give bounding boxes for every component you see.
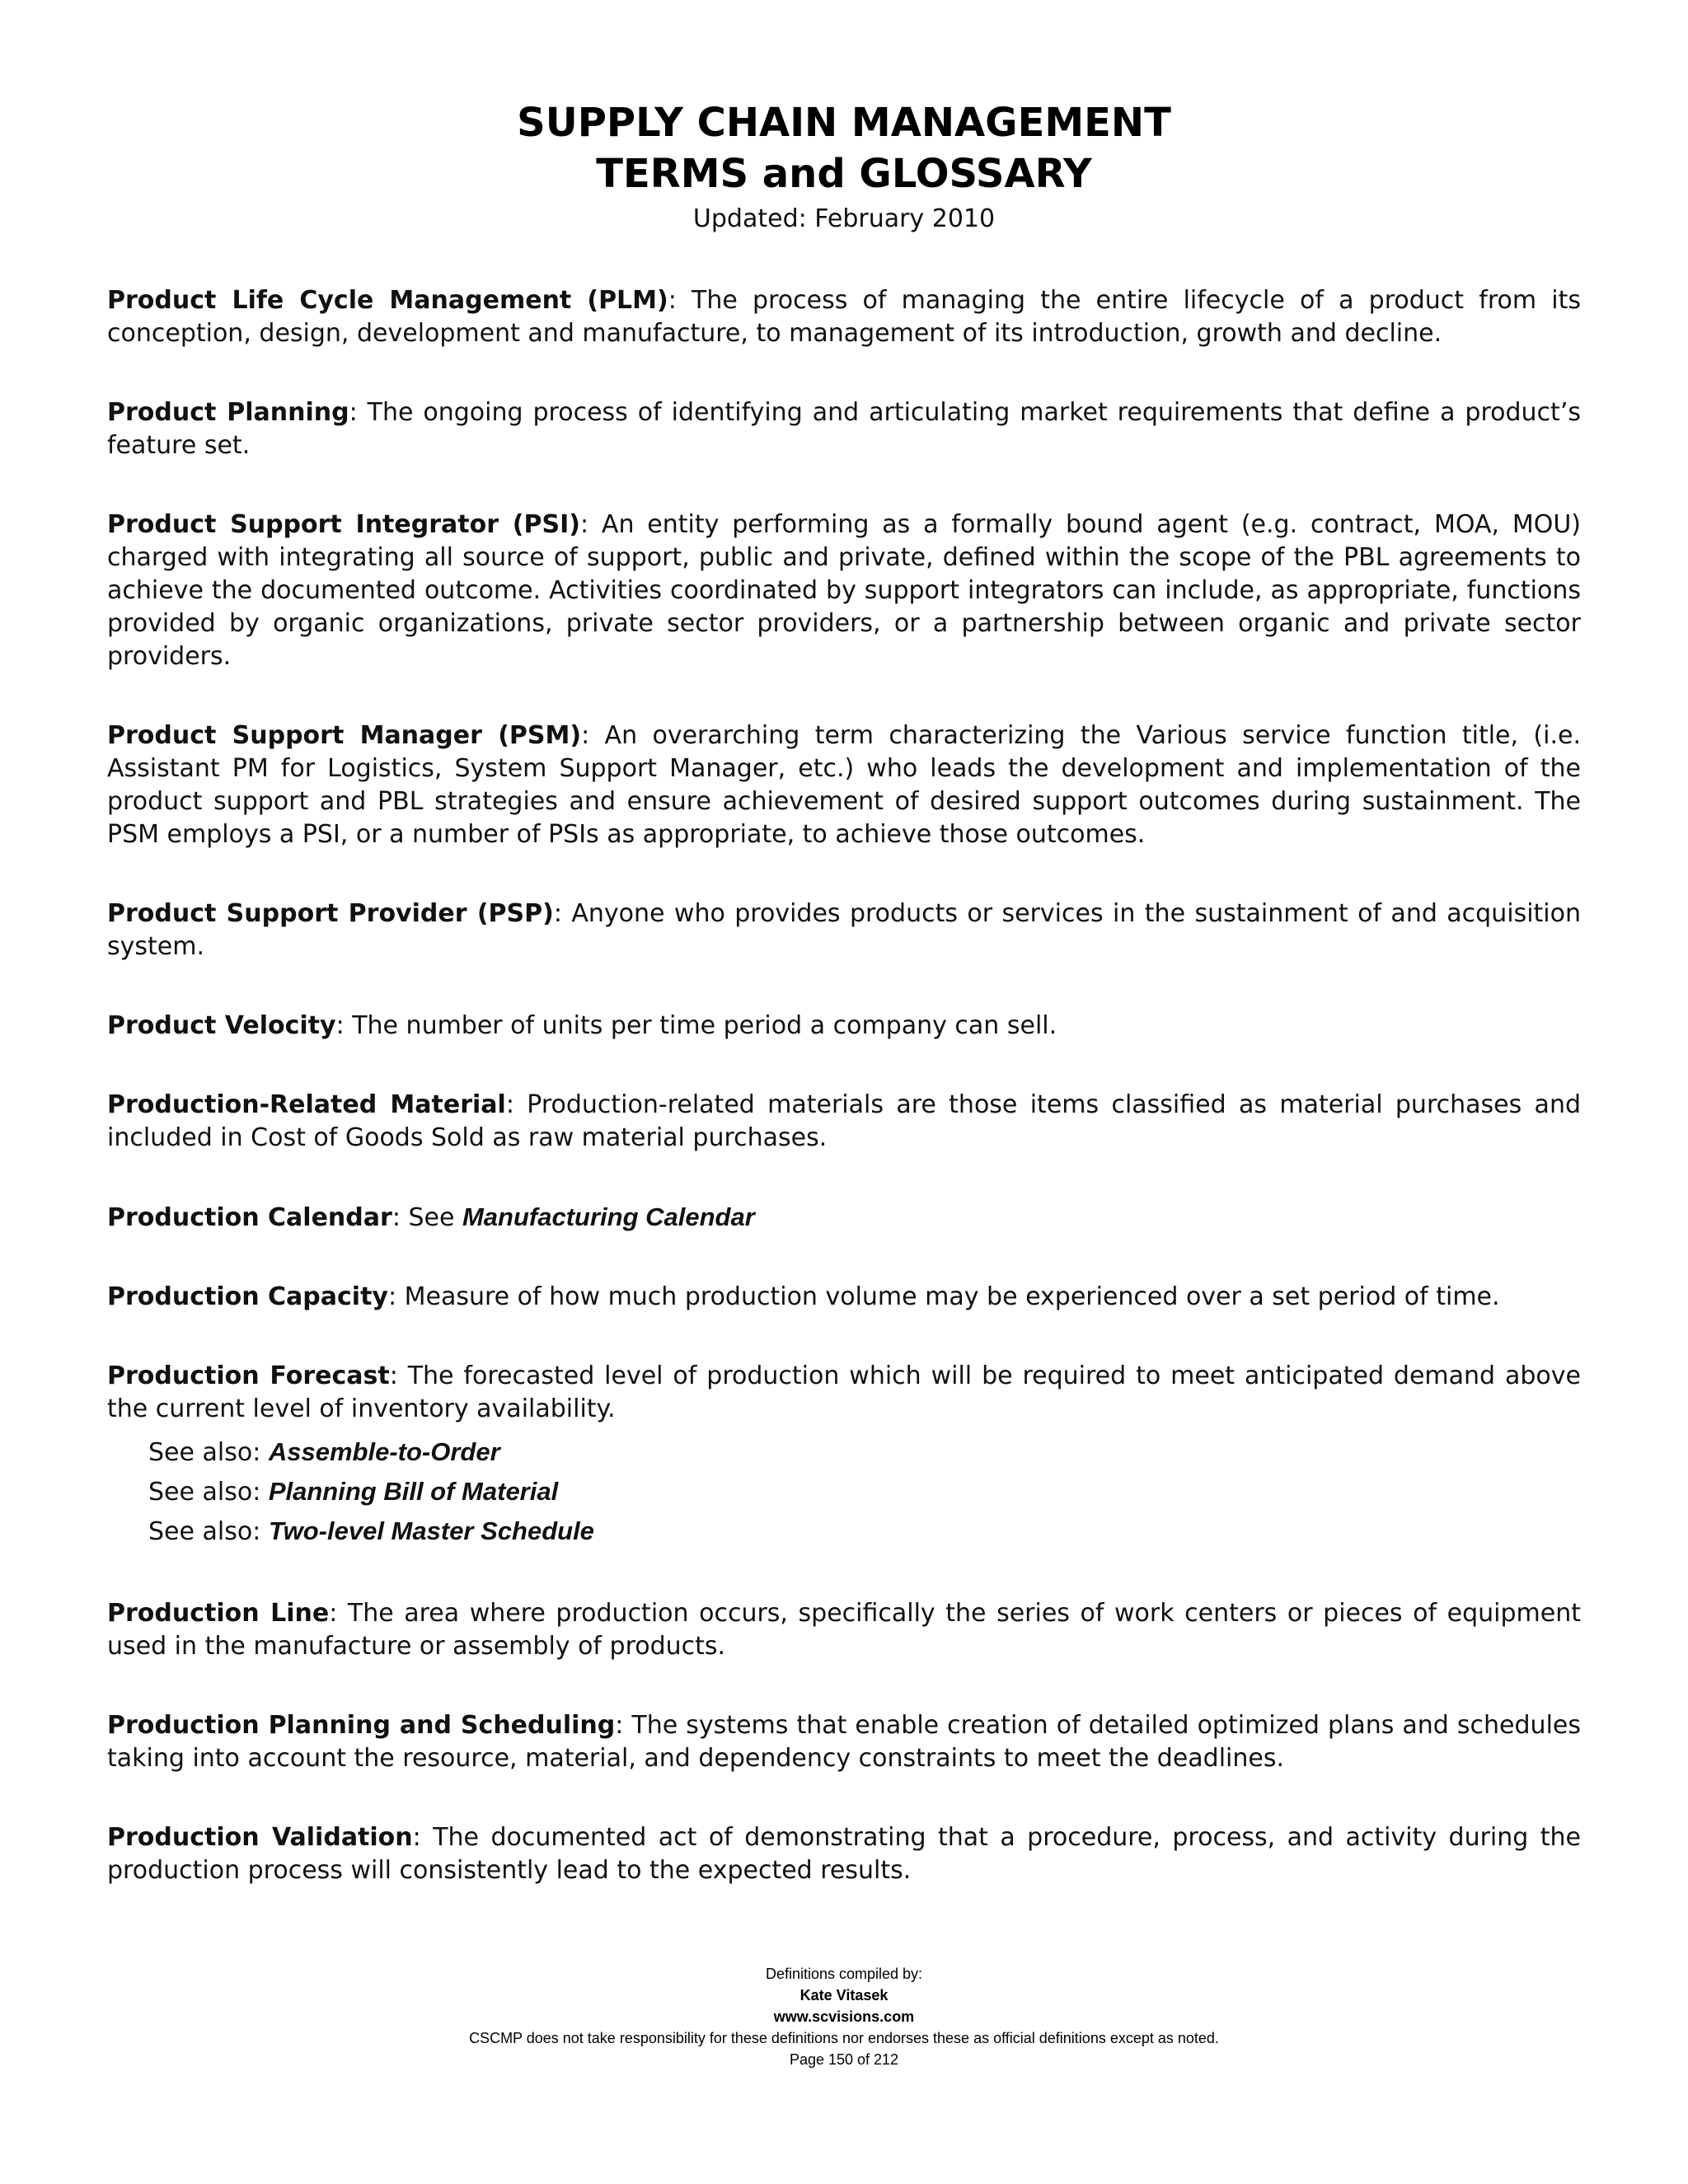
see-also-item bbox=[148, 1472, 1581, 1511]
entry-term: Production Calendar bbox=[107, 1203, 392, 1232]
footer-compiled-by: Definitions compiled by: bbox=[765, 1966, 923, 1982]
entry-definition: : Production-related materials are those items classified as material purchases and included in Cost of Goods Sold as raw material purchases. bbox=[107, 1090, 1581, 1152]
title-line-1: SUPPLY CHAIN MANAGEMENT bbox=[517, 100, 1171, 146]
footer-page-number: Page 150 of 212 bbox=[789, 2051, 899, 2068]
entry-term: Product Support Provider (PSP) bbox=[107, 899, 554, 928]
entry-term: Production Capacity bbox=[107, 1282, 388, 1311]
see-also-item bbox=[148, 1432, 1581, 1472]
entry-definition: : The systems that enable creation of detailed optimized plans and schedules taking into account the resource, material, and dependency constraints to meet the deadlines. bbox=[107, 1711, 1581, 1773]
entry-term: Product Life Cycle Management (PLM) bbox=[107, 286, 668, 315]
cross-reference-link[interactable]: Planning Bill of Material bbox=[268, 1477, 559, 1506]
glossary-entry-product-velocity bbox=[107, 1010, 1581, 1043]
entry-definition: : An overarching term characterizing the Various service function title, (i.e. Assistant PM for Logistics, System Support Manager, etc.) who leads the development and implementation of the product support and PBL strategies and ensure achievement of desired support outcomes during sustainment. The PSM employs a PSI, or a number of PSIs as appropriate, to achieve those outcomes. bbox=[107, 721, 1581, 849]
cross-reference-link[interactable]: Manufacturing Calendar bbox=[462, 1202, 755, 1231]
entry-term: Production Forecast bbox=[107, 1361, 390, 1390]
glossary-list bbox=[107, 284, 1581, 1933]
entry-term: Production Line bbox=[107, 1599, 330, 1628]
glossary-entry-psi bbox=[107, 509, 1581, 673]
entry-term: Production-Related Material bbox=[107, 1090, 506, 1119]
footer-author: Kate Vitasek bbox=[799, 1987, 889, 2004]
title-line-2: TERMS and GLOSSARY bbox=[596, 151, 1092, 197]
page-footer bbox=[0, 1963, 1688, 2070]
footer-website-link[interactable]: www.scvisions.com bbox=[773, 2008, 915, 2025]
entry-definition: : The process of managing the entire lifecycle of a product from its conception, design, development and manufacture, to management of its introduction, growth and decline. bbox=[107, 286, 1581, 348]
cross-reference-link[interactable]: Two-level Master Schedule bbox=[268, 1516, 594, 1545]
glossary-entry-production-line bbox=[107, 1597, 1581, 1663]
see-also-item bbox=[148, 1511, 1581, 1551]
entry-definition: : Measure of how much production volume may be experienced over a set period of time. bbox=[388, 1282, 1500, 1311]
see-also-prefix: See also: bbox=[148, 1478, 269, 1507]
entry-definition: : The area where production occurs, specifically the series of work centers or pieces of equipment used in the manufacture or assembly of products. bbox=[107, 1599, 1581, 1661]
glossary-entry-production-forecast bbox=[107, 1360, 1581, 1426]
entry-definition: : An entity performing as a formally bound agent (e.g. contract, MOA, MOU) charged with integrating all source of support, public and private, defined within the scope of the PBL agreements to achieve the documented outcome. Activities coordinated by support integrators can include, as appropriate, functions provided by organic organizations, private sector providers, or a partnership between organic and private sector providers. bbox=[107, 510, 1581, 671]
glossary-entry-production-planning-scheduling bbox=[107, 1709, 1581, 1775]
glossary-entry-production-related-material bbox=[107, 1089, 1581, 1155]
entry-definition: : The ongoing process of identifying and articulating market requirements that define a product’s feature set. bbox=[107, 398, 1581, 460]
see-also-prefix: See also: bbox=[148, 1438, 269, 1467]
entry-definition: : The forecasted level of production which will be required to meet anticipated demand above the current level of inventory availability. bbox=[107, 1361, 1581, 1423]
entry-definition: : Anyone who provides products or services in the sustainment of and acquisition system. bbox=[107, 899, 1581, 961]
glossary-entry-psp bbox=[107, 898, 1581, 963]
entry-term: Product Velocity bbox=[107, 1011, 336, 1040]
see-also-list bbox=[107, 1432, 1581, 1551]
entry-term: Production Validation bbox=[107, 1823, 413, 1852]
footer-disclaimer: CSCMP does not take responsibility for these definitions nor endorses these as official definitions except as noted. bbox=[469, 2030, 1219, 2046]
entry-definition: : The documented act of demonstrating that a procedure, process, and activity during the production process will consistently lead to the expected results. bbox=[107, 1823, 1581, 1885]
see-also-prefix: See also: bbox=[148, 1517, 269, 1546]
glossary-entry-product-planning bbox=[107, 396, 1581, 462]
entry-term: Product Support Integrator (PSI) bbox=[107, 510, 580, 539]
glossary-entry-psm bbox=[107, 719, 1581, 851]
entry-term: Product Planning bbox=[107, 398, 349, 427]
updated-date: Updated: February 2010 bbox=[692, 204, 996, 233]
document-header bbox=[0, 97, 1688, 237]
glossary-entry-production-calendar bbox=[107, 1201, 1581, 1235]
entry-definition: : See bbox=[392, 1203, 462, 1232]
cross-reference-link[interactable]: Assemble-to-Order bbox=[268, 1437, 500, 1466]
entry-definition: : The number of units per time period a company can sell. bbox=[335, 1011, 1057, 1040]
glossary-entry-plm bbox=[107, 284, 1581, 350]
glossary-entry-production-validation bbox=[107, 1821, 1581, 1887]
entry-term: Product Support Manager (PSM) bbox=[107, 721, 582, 750]
entry-term: Production Planning and Scheduling bbox=[107, 1711, 616, 1740]
glossary-entry-production-capacity bbox=[107, 1281, 1581, 1314]
